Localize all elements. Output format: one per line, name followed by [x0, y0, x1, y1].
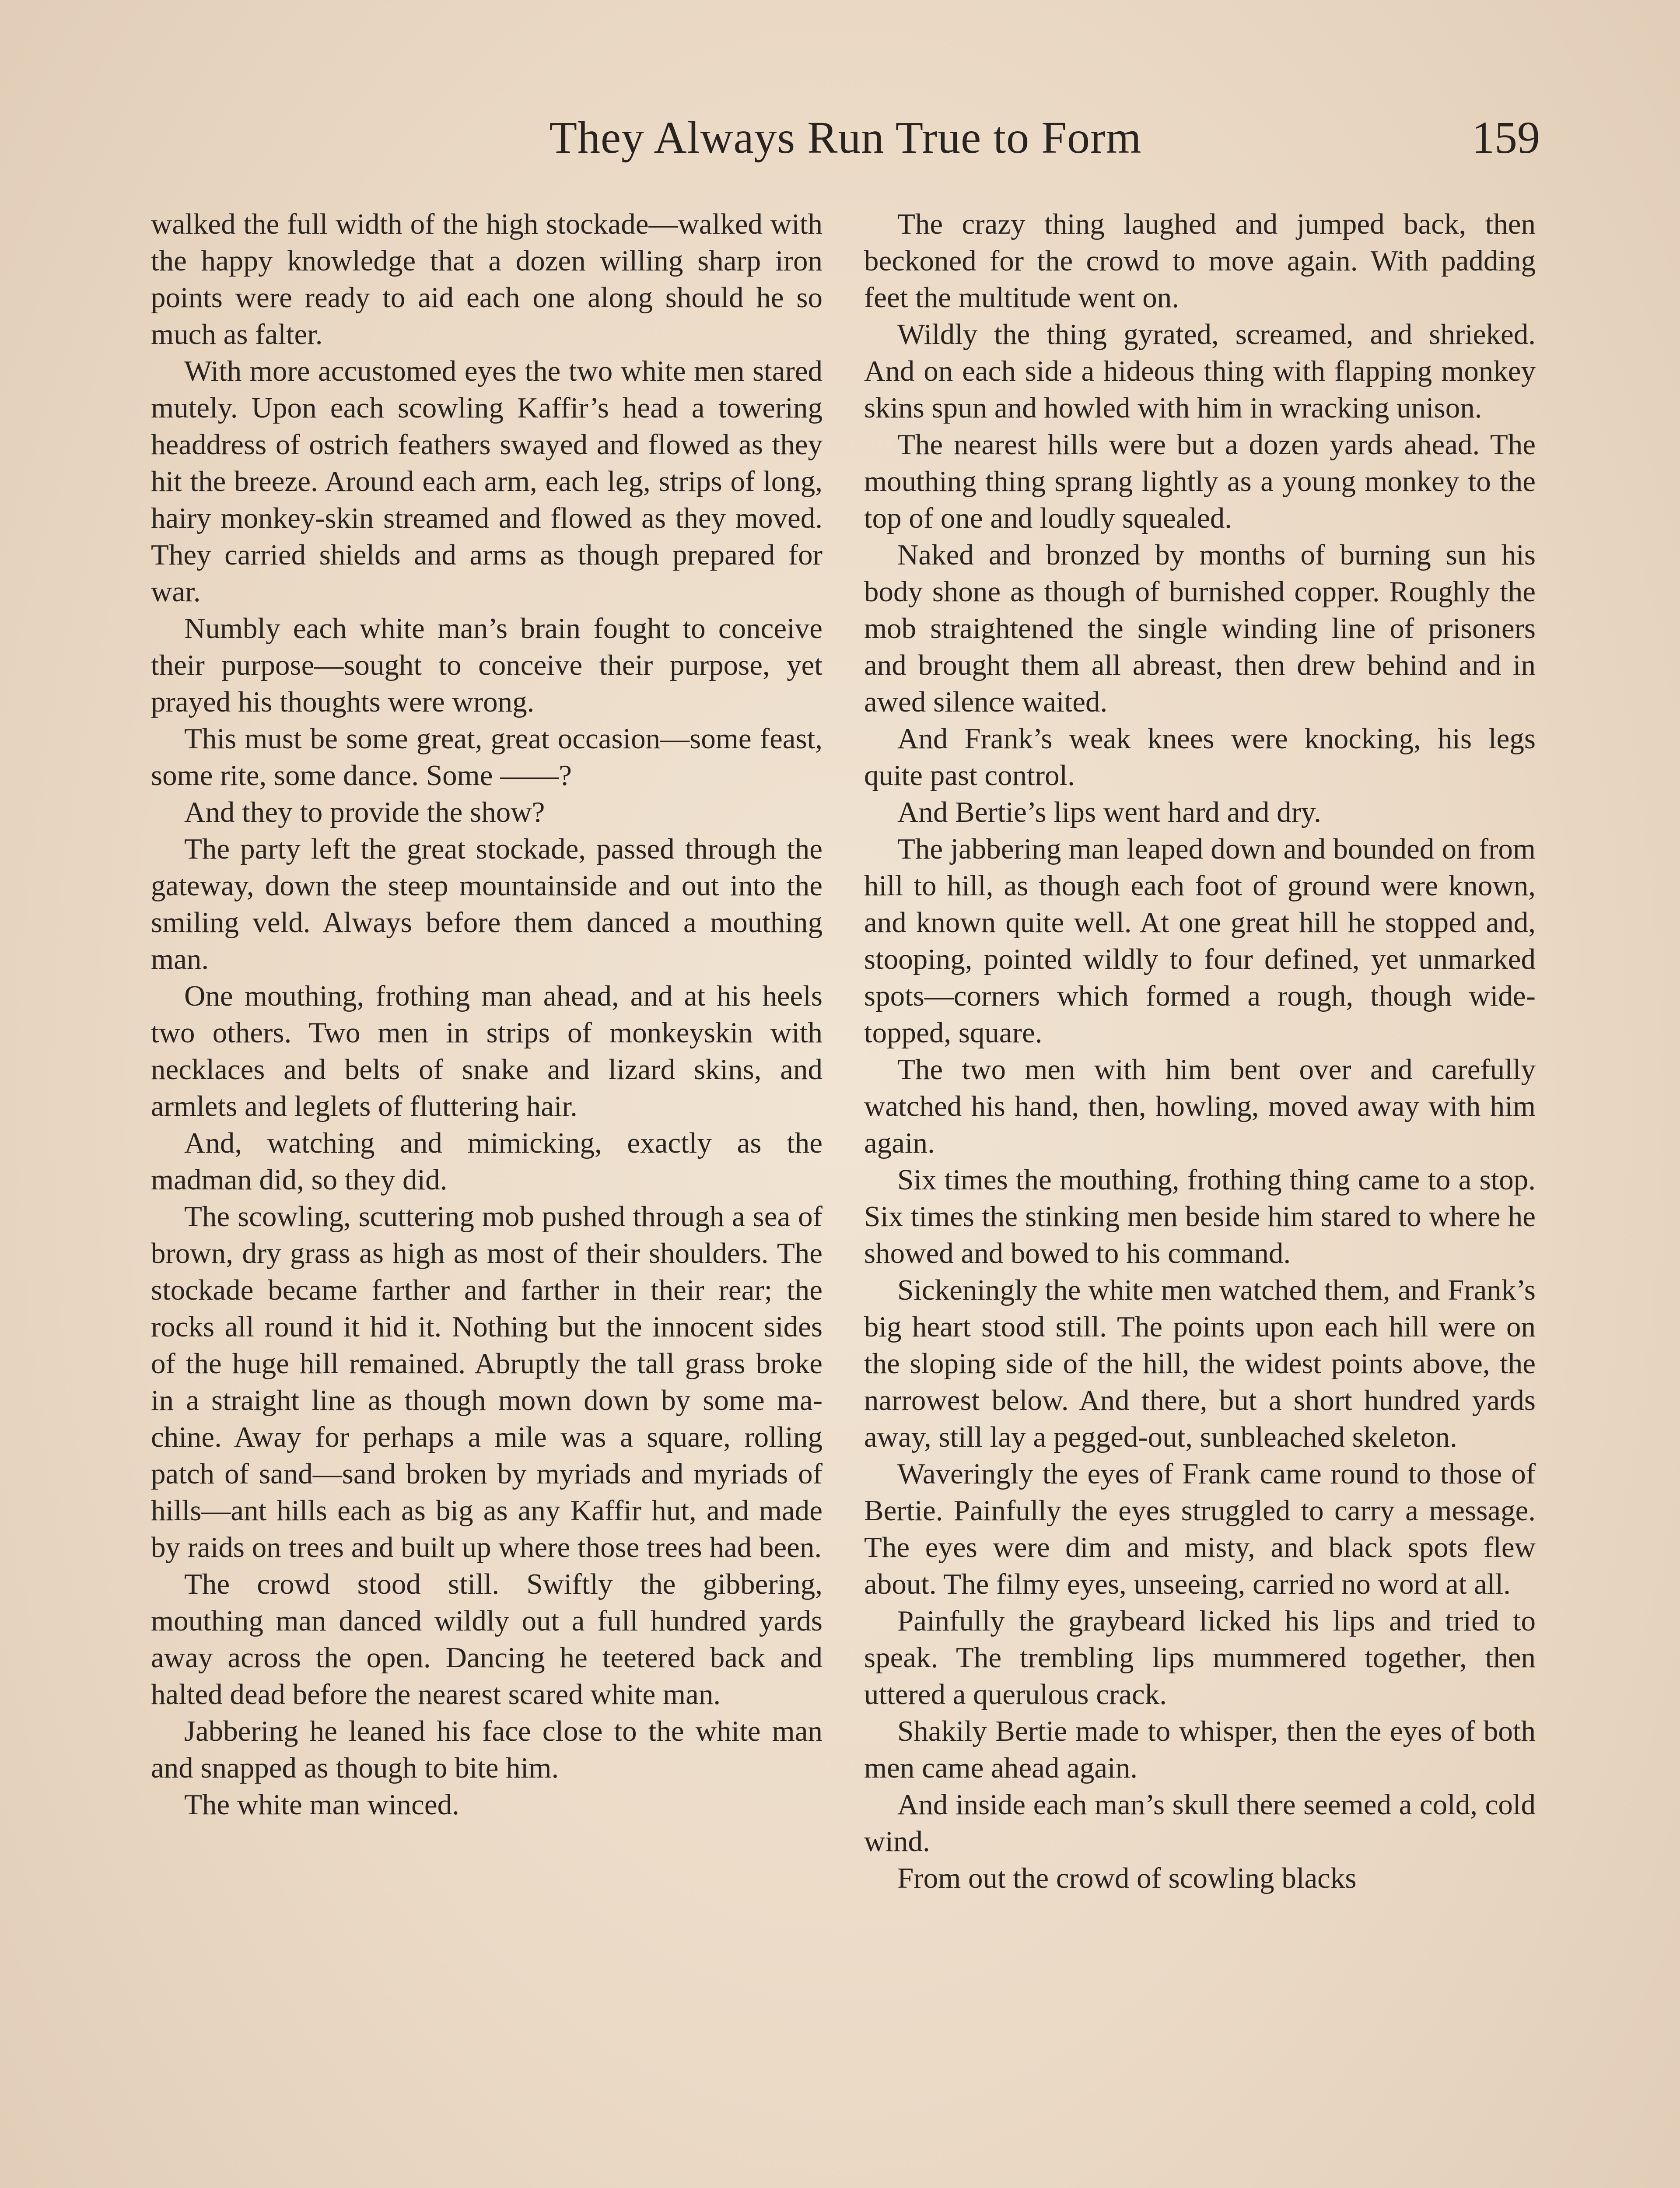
paragraph: The party left the great stockade, passed through the gateway, down the steep mountainside and out into the smiling veld. Always before them danced a mouthing man. — [151, 833, 822, 975]
paragraph: Waveringly the eyes of Frank came round to those of Bertie. Painfully the eyes struggled to carry a message. The eyes were dim and misty, and black spots flew about. The filmy eyes, unseeing, carried no word at all. — [864, 1458, 1536, 1600]
paragraph: The crazy thing laughed and jumped back, then beckoned for the crowd to move again. With padding feet the multitude went on. — [864, 208, 1536, 314]
paragraph: With more accustomed eyes the two white men stared mutely. Upon each scowling Kaffir’s head a towering headdress of ostrich feathers swayed and flowed as they hit the breeze. Around each arm, each leg, strips of long, hairy monkey-skin streamed and flowed as they moved. They carried shields and arms as though prepared for war. — [151, 355, 822, 608]
paragraph: Wildly the thing gyrated, screamed, and shrieked. And on each side a hideous thing with flapping monkey skins spun and howled with him in wracking unison. — [864, 318, 1536, 424]
paragraph: The two men with him bent over and carefully watched his hand, then, howling, moved away with him again. — [864, 1053, 1536, 1159]
paragraph: One mouthing, frothing man ahead, and at his heels two others. Two men in strips of monkeyskin with necklaces and belts of snake and lizard skins, and armlets and leglets of fluttering hair. — [151, 980, 822, 1122]
paragraph: Shakily Bertie made to whisper, then the eyes of both men came ahead again. — [864, 1715, 1536, 1784]
paragraph: The white man winced. — [184, 1788, 459, 1821]
paragraph: And they to provide the show? — [184, 796, 545, 828]
paragraph: Six times the mouthing, frothing thing came to a stop. Six times the stinking men beside him stared to where he showed and bowed to his command. — [864, 1164, 1536, 1269]
page-header — [151, 112, 1540, 164]
paragraph: This must be some great, great occasion—some feast, some rite, some dance. Some ——? — [151, 722, 822, 792]
paragraph: Jabbering he leaned his face close to the white man and snapped as though to bite him. — [151, 1715, 822, 1784]
running-title: They Always Run True to Form — [549, 112, 1142, 163]
paragraph: Numbly each white man’s brain fought to conceive their purpose—sought to conceive their purpose, yet prayed his thoughts were wrong. — [151, 612, 822, 718]
paragraph: Naked and bronzed by months of burning sun his body shone as though of burnished copper. Roughly the mob straightened the single winding line of prisoners and brought them all abreast, then drew behind and in awed silence waited. — [864, 539, 1536, 718]
left-text-column — [151, 206, 822, 1823]
paragraph: And, watching and mimicking, exactly as the madman did, so they did. — [151, 1127, 822, 1196]
paragraph: The scowling, scuttering mob pushed through a sea of brown, dry grass as high as most of their shoulders. The stockade became farther and farther in their rear; the rocks all round it hid it. Nothing but the innocent sides of the huge hill remained. Abruptly the tall grass broke in a straight line as though mown down by some machine. Away for perhaps a mile was a square, rolling patch of sand—sand broken by myriads and myriads of hills—ant hills each as big as any Kaffir hut, and made by raids on trees and built up where those trees had been. — [151, 1200, 822, 1564]
right-text-column — [864, 206, 1536, 1897]
paragraph: The jabbering man leaped down and bounded on from hill to hill, as though each foot of ground were known, and known quite well. At one great hill he stopped and, stooping, pointed wildly to four defined, yet unmarked spots—corners which formed a rough, though wide-topped, square. — [864, 833, 1536, 1049]
paragraph: Sickeningly the white men watched them, and Frank’s big heart stood still. The points upon each hill were on the sloping side of the hill, the widest points above, the narrowest below. And there, but a short hundred yards away, still lay a pegged-out, sunbleached skeleton. — [864, 1274, 1536, 1453]
paragraph: And inside each man’s skull there seemed a cold, cold wind. — [864, 1788, 1536, 1858]
page-number: 159 — [1472, 112, 1540, 163]
paragraph: From out the crowd of scowling blacks — [897, 1862, 1357, 1894]
paragraph: walked the full width of the high stockade—walked with the happy knowledge that a dozen willing sharp iron points were ready to aid each one along should he so much as falter. — [151, 208, 822, 351]
paragraph: And Bertie’s lips went hard and dry. — [897, 796, 1321, 828]
paragraph: And Frank’s weak knees were knocking, his legs quite past control. — [864, 722, 1536, 792]
paragraph: The crowd stood still. Swiftly the gibbering, mouthing man danced wildly out a full hundred yards away across the open. Dancing he teetered back and halted dead before the nearest scared white man. — [151, 1568, 822, 1711]
paragraph: The nearest hills were but a dozen yards ahead. The mouthing thing sprang lightly as a young monkey to the top of one and loudly squealed. — [864, 428, 1536, 534]
paragraph: Painfully the graybeard licked his lips and tried to speak. The trembling lips mummered together, then uttered a querulous crack. — [864, 1605, 1536, 1711]
